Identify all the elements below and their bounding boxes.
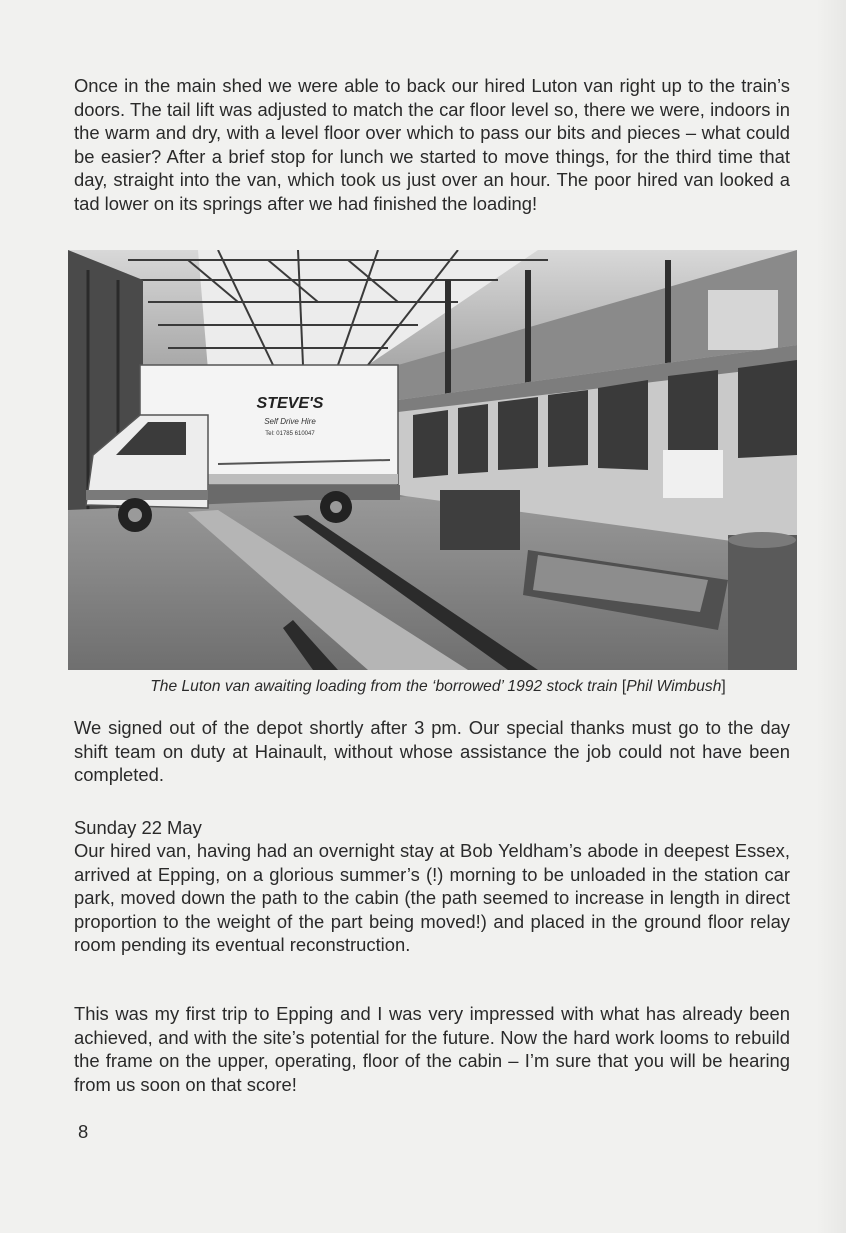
page-edge-shadow (816, 0, 846, 1233)
credit-name: Phil Wimbush (626, 678, 722, 695)
body-paragraph-1: Once in the main shed we were able to back our hired Luton van right up to the train’s doors. The tail lift was adjusted to match the car floor level so, there we were, indoors in the warm and dry, with a level floor over which to pass our bits and pieces – what could be easier? After a brief stop for lunch we started to move things, for the third time that day, straight into the van, which took us just over an hour. The poor hired van looked a tad lower on its springs after we had finished the loading! (74, 75, 790, 214)
caption-text: The Luton van awaiting loading from the ‘borrowed’ 1992 stock train (150, 678, 622, 695)
van-phone-text: Tel: 01785 610047 (265, 431, 315, 437)
body-paragraph-3: Our hired van, having had an overnight stay at Bob Yeldham’s abode in deepest Essex, arrived at Epping, on a glorious summer’s (!) morning to be unloaded in the station car park, moved down the path to the cabin (the path seemed to increase in length in direct proportion to the weight of the part being moved!) and placed in the ground floor relay room pending its eventual reconstruction. (74, 840, 790, 956)
body-paragraph-2: We signed out of the depot shortly after 3 pm. Our special thanks must go to the day shift team on duty at Hainault, without whose assistance the job could not have been completed. (74, 717, 790, 786)
photo-credit (622, 678, 726, 695)
credit-open-bracket: [ (621, 678, 627, 695)
section-heading-date: Sunday 22 May (74, 817, 202, 838)
van-brand-text: STEVE'S (256, 395, 324, 412)
body-paragraph-4: This was my first trip to Epping and I was very impressed with what has already been achieved, and with the site’s potential for the future. Now the hard work looms to rebuild the frame on the upper, operating, floor of the cabin – I’m sure that you will be hearing from us soon on that score! (74, 1003, 790, 1095)
van-subtitle-text: Self Drive Hire (264, 417, 316, 426)
credit-close-bracket: ] (721, 678, 726, 695)
photo-caption (68, 678, 808, 696)
photo-luton-van-and-train (68, 250, 797, 670)
page-number: 8 (78, 1121, 89, 1142)
